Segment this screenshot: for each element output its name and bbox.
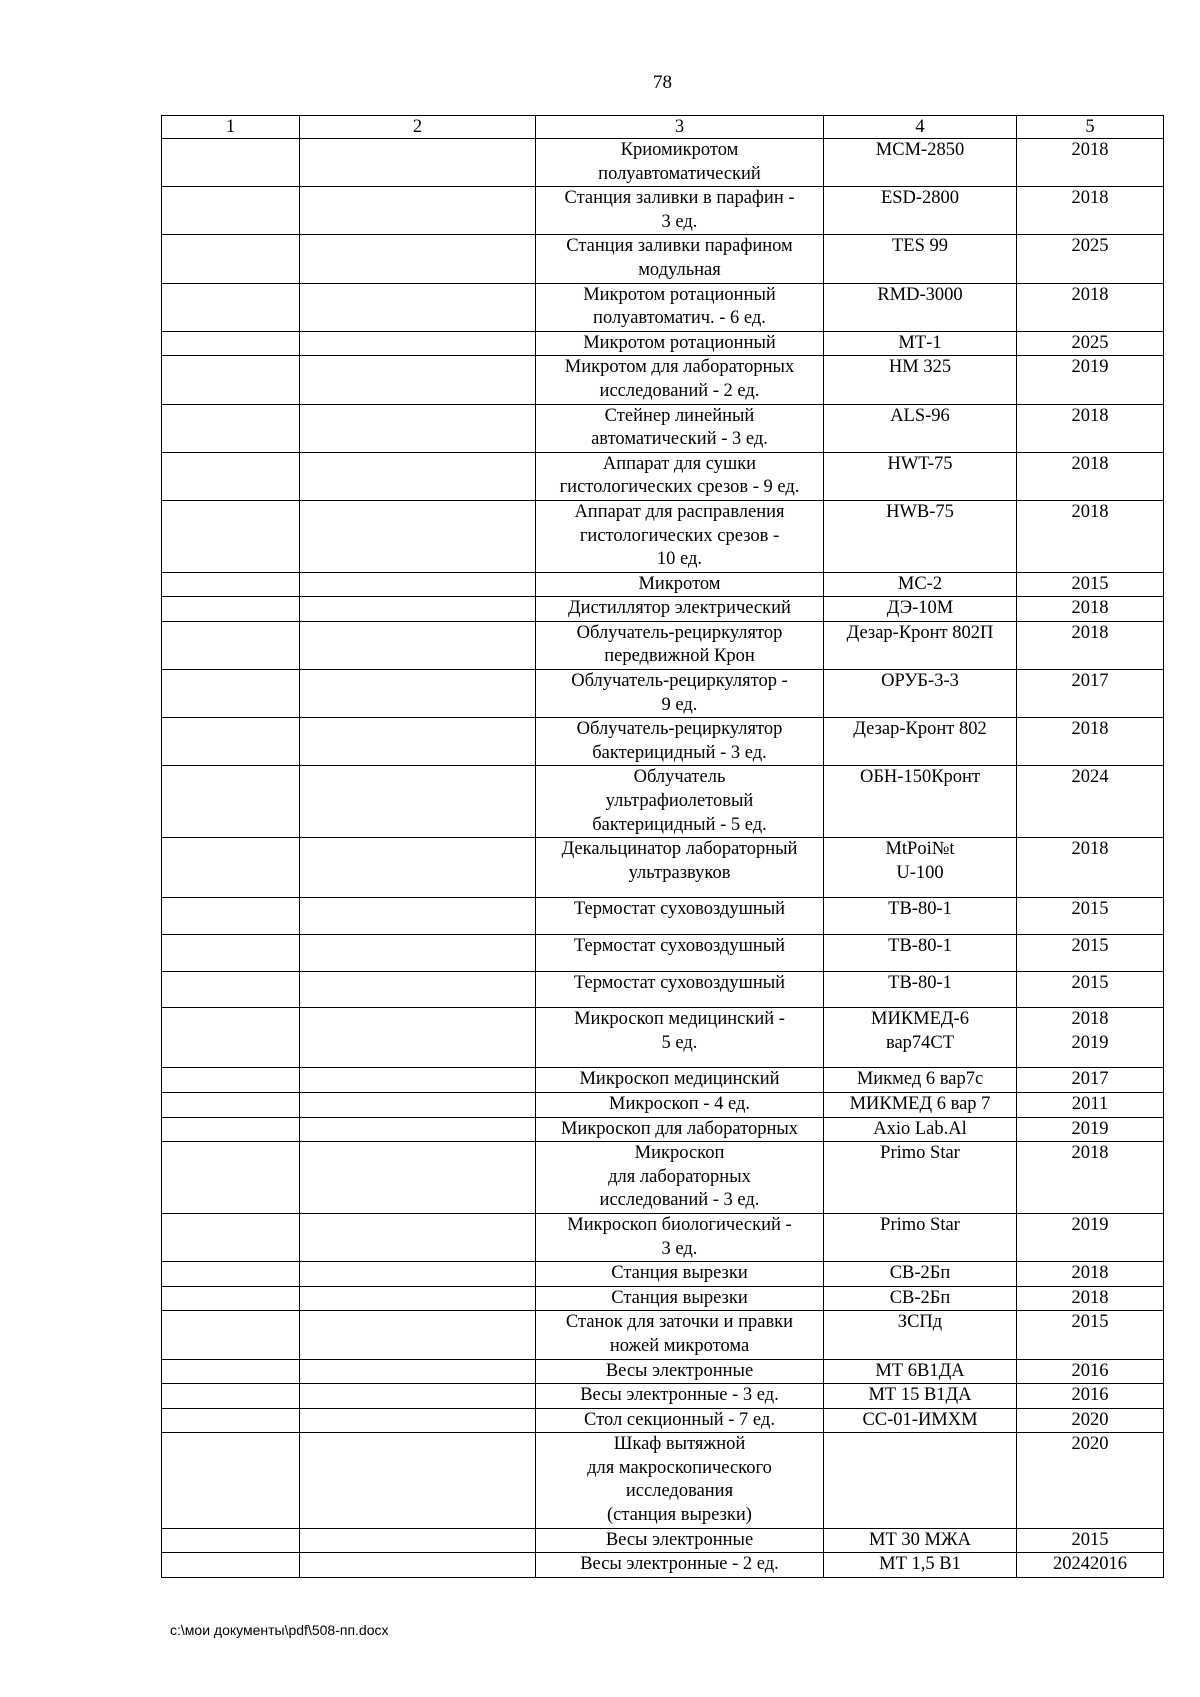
table-row xyxy=(162,935,1164,972)
cell-col-2 xyxy=(300,1311,536,1359)
cell-col-2 xyxy=(300,1408,536,1433)
table-row xyxy=(162,1311,1164,1359)
cell-col-2 xyxy=(300,838,536,898)
cell-col-2 xyxy=(300,971,536,1008)
cell-col-1 xyxy=(162,572,300,597)
equipment-model xyxy=(824,1433,1017,1528)
equipment-year: 2018 xyxy=(1017,597,1164,622)
equipment-model: МС-2 xyxy=(824,572,1017,597)
cell-col-2 xyxy=(300,452,536,500)
equipment-year: 2025 xyxy=(1017,331,1164,356)
equipment-year: 2016 xyxy=(1017,1384,1164,1409)
equipment-model: TES 99 xyxy=(824,235,1017,283)
equipment-year: 2011 xyxy=(1017,1092,1164,1117)
table-row xyxy=(162,1213,1164,1261)
cell-col-2 xyxy=(300,670,536,718)
header-col-5: 5 xyxy=(1017,116,1164,139)
equipment-year: 2024 xyxy=(1017,766,1164,838)
equipment-model: НМ 325 xyxy=(824,356,1017,404)
cell-col-1 xyxy=(162,1117,300,1142)
cell-col-1 xyxy=(162,1008,300,1068)
table-row xyxy=(162,621,1164,669)
cell-col-1 xyxy=(162,1068,300,1093)
equipment-name: Весы электронные xyxy=(536,1528,824,1553)
equipment-name: Облучатель-рециркулятор бактерицидный - 3 ед. xyxy=(536,718,824,766)
equipment-year: 2025 xyxy=(1017,235,1164,283)
equipment-year: 2015 xyxy=(1017,898,1164,935)
table-row xyxy=(162,452,1164,500)
table-row xyxy=(162,670,1164,718)
equipment-name: Станок для заточки и правки ножей микротома xyxy=(536,1311,824,1359)
table-row xyxy=(162,1068,1164,1093)
cell-col-2 xyxy=(300,139,536,187)
table-row xyxy=(162,404,1164,452)
cell-col-1 xyxy=(162,1553,300,1578)
page-number: 78 xyxy=(653,72,672,93)
equipment-year: 2018 xyxy=(1017,452,1164,500)
equipment-year: 2015 xyxy=(1017,572,1164,597)
cell-col-2 xyxy=(300,331,536,356)
equipment-name: Станция вырезки xyxy=(536,1286,824,1311)
cell-col-1 xyxy=(162,1092,300,1117)
equipment-model: Дезар-Кронт 802П xyxy=(824,621,1017,669)
table-row xyxy=(162,1359,1164,1384)
cell-col-1 xyxy=(162,1408,300,1433)
table-row xyxy=(162,1008,1164,1068)
equipment-year: 2018 xyxy=(1017,187,1164,235)
equipment-model: MCM-2850 xyxy=(824,139,1017,187)
table-row xyxy=(162,187,1164,235)
equipment-name: Весы электронные - 2 ед. xyxy=(536,1553,824,1578)
equipment-year: 2018 xyxy=(1017,283,1164,331)
equipment-year: 2018 xyxy=(1017,1262,1164,1287)
equipment-model: ОБН-150Кронт xyxy=(824,766,1017,838)
equipment-name: Микроскоп для лабораторных исследований - 3 ед. xyxy=(536,1142,824,1214)
cell-col-2 xyxy=(300,283,536,331)
table-row xyxy=(162,718,1164,766)
equipment-name: Стол секционный - 7 ед. xyxy=(536,1408,824,1433)
header-col-4: 4 xyxy=(824,116,1017,139)
equipment-name: Декальцинатор лабораторный ультразвуков xyxy=(536,838,824,898)
equipment-name: Дистиллятор электрический xyxy=(536,597,824,622)
cell-col-2 xyxy=(300,1008,536,1068)
equipment-name: Облучатель-рециркулятор передвижной Крон xyxy=(536,621,824,669)
equipment-year: 2018 xyxy=(1017,621,1164,669)
cell-col-2 xyxy=(300,1286,536,1311)
cell-col-2 xyxy=(300,500,536,572)
cell-col-1 xyxy=(162,187,300,235)
table-row xyxy=(162,283,1164,331)
equipment-year: 2017 xyxy=(1017,670,1164,718)
footer-file-path: c:\мои документы\pdf\508-пп.docx xyxy=(170,1622,389,1638)
equipment-name: Станция заливки парафином модульная xyxy=(536,235,824,283)
table-row xyxy=(162,1117,1164,1142)
cell-col-1 xyxy=(162,935,300,972)
table-row xyxy=(162,1528,1164,1553)
cell-col-1 xyxy=(162,235,300,283)
equipment-model: Микмед 6 вар7с xyxy=(824,1068,1017,1093)
cell-col-1 xyxy=(162,621,300,669)
cell-col-2 xyxy=(300,766,536,838)
cell-col-2 xyxy=(300,1553,536,1578)
equipment-model: Primo Star xyxy=(824,1213,1017,1261)
cell-col-2 xyxy=(300,1528,536,1553)
equipment-year: 2018 xyxy=(1017,1142,1164,1214)
equipment-model: ТВ-80-1 xyxy=(824,971,1017,1008)
header-col-2: 2 xyxy=(300,116,536,139)
equipment-model: ESD-2800 xyxy=(824,187,1017,235)
header-col-1: 1 xyxy=(162,116,300,139)
cell-col-1 xyxy=(162,139,300,187)
table-row xyxy=(162,331,1164,356)
cell-col-1 xyxy=(162,1142,300,1214)
equipment-year: 2017 xyxy=(1017,1068,1164,1093)
cell-col-1 xyxy=(162,1384,300,1409)
equipment-name: Микротом xyxy=(536,572,824,597)
table-row xyxy=(162,898,1164,935)
cell-col-2 xyxy=(300,1213,536,1261)
cell-col-2 xyxy=(300,1359,536,1384)
equipment-year: 2019 xyxy=(1017,356,1164,404)
equipment-model: ОРУБ-3-3 xyxy=(824,670,1017,718)
equipment-year: 2018 xyxy=(1017,718,1164,766)
cell-col-2 xyxy=(300,235,536,283)
table-row xyxy=(162,1553,1164,1578)
table-row xyxy=(162,1286,1164,1311)
equipment-name: Термостат суховоздушный xyxy=(536,898,824,935)
equipment-name: Микроскоп - 4 ед. xyxy=(536,1092,824,1117)
cell-col-1 xyxy=(162,500,300,572)
equipment-model: MtPoi№t U-100 xyxy=(824,838,1017,898)
table-row xyxy=(162,1384,1164,1409)
table-row xyxy=(162,597,1164,622)
equipment-name: Микроскоп медицинский xyxy=(536,1068,824,1093)
cell-col-2 xyxy=(300,935,536,972)
equipment-model: ТВ-80-1 xyxy=(824,935,1017,972)
cell-col-2 xyxy=(300,356,536,404)
cell-col-2 xyxy=(300,187,536,235)
table-row xyxy=(162,139,1164,187)
cell-col-2 xyxy=(300,1262,536,1287)
cell-col-1 xyxy=(162,452,300,500)
equipment-model: МТ 30 МЖА xyxy=(824,1528,1017,1553)
equipment-model: МТ 15 В1ДА xyxy=(824,1384,1017,1409)
table-row xyxy=(162,838,1164,898)
equipment-model: Primo Star xyxy=(824,1142,1017,1214)
equipment-model: СВ-2Бп xyxy=(824,1262,1017,1287)
cell-col-2 xyxy=(300,1068,536,1093)
equipment-name: Криомикротом полуавтоматический xyxy=(536,139,824,187)
table-row xyxy=(162,971,1164,1008)
equipment-model: Дезар-Кронт 802 xyxy=(824,718,1017,766)
equipment-model: МТ 6В1ДА xyxy=(824,1359,1017,1384)
table-row xyxy=(162,356,1164,404)
table-row xyxy=(162,572,1164,597)
cell-col-2 xyxy=(300,597,536,622)
cell-col-2 xyxy=(300,1117,536,1142)
table-row xyxy=(162,1092,1164,1117)
equipment-name: Весы электронные - 3 ед. xyxy=(536,1384,824,1409)
equipment-name: Стейнер линейный автоматический - 3 ед. xyxy=(536,404,824,452)
equipment-model: ALS-96 xyxy=(824,404,1017,452)
table-row xyxy=(162,1142,1164,1214)
equipment-name: Термостат суховоздушный xyxy=(536,971,824,1008)
cell-col-1 xyxy=(162,331,300,356)
header-row xyxy=(162,116,1164,139)
table-row xyxy=(162,235,1164,283)
cell-col-2 xyxy=(300,621,536,669)
equipment-year: 2018 2019 xyxy=(1017,1008,1164,1068)
equipment-name: Микроскоп медицинский - 5 ед. xyxy=(536,1008,824,1068)
cell-col-2 xyxy=(300,718,536,766)
equipment-model: ТВ-80-1 xyxy=(824,898,1017,935)
equipment-model: Axio Lab.Al xyxy=(824,1117,1017,1142)
table-row xyxy=(162,1262,1164,1287)
cell-col-2 xyxy=(300,1433,536,1528)
cell-col-1 xyxy=(162,1286,300,1311)
cell-col-2 xyxy=(300,404,536,452)
equipment-year: 2020 xyxy=(1017,1408,1164,1433)
equipment-model: МТ-1 xyxy=(824,331,1017,356)
equipment-name: Станция вырезки xyxy=(536,1262,824,1287)
equipment-year: 2015 xyxy=(1017,971,1164,1008)
equipment-model: RMD-3000 xyxy=(824,283,1017,331)
cell-col-1 xyxy=(162,898,300,935)
equipment-model: ДЭ-10М xyxy=(824,597,1017,622)
equipment-name: Облучатель-рециркулятор - 9 ед. xyxy=(536,670,824,718)
equipment-name: Аппарат для сушки гистологических срезов - 9 ед. xyxy=(536,452,824,500)
equipment-name: Шкаф вытяжной для макроскопического исследования (станция вырезки) xyxy=(536,1433,824,1528)
cell-col-1 xyxy=(162,838,300,898)
equipment-year: 2020 xyxy=(1017,1433,1164,1528)
equipment-model: МТ 1,5 В1 xyxy=(824,1553,1017,1578)
equipment-year: 20242016 xyxy=(1017,1553,1164,1578)
equipment-name: Станция заливки в парафин - 3 ед. xyxy=(536,187,824,235)
equipment-name: Микротом ротационный xyxy=(536,331,824,356)
equipment-year: 2019 xyxy=(1017,1213,1164,1261)
cell-col-2 xyxy=(300,1142,536,1214)
cell-col-1 xyxy=(162,1433,300,1528)
cell-col-1 xyxy=(162,670,300,718)
equipment-name: Термостат суховоздушный xyxy=(536,935,824,972)
equipment-name: Микроскоп биологический - 3 ед. xyxy=(536,1213,824,1261)
equipment-model: МИКМЕД-6 вар74СТ xyxy=(824,1008,1017,1068)
cell-col-1 xyxy=(162,356,300,404)
equipment-year: 2019 xyxy=(1017,1117,1164,1142)
equipment-year: 2015 xyxy=(1017,1311,1164,1359)
header-col-3: 3 xyxy=(536,116,824,139)
cell-col-2 xyxy=(300,1092,536,1117)
equipment-name: Микроскоп для лабораторных xyxy=(536,1117,824,1142)
equipment-year: 2016 xyxy=(1017,1359,1164,1384)
cell-col-1 xyxy=(162,1262,300,1287)
cell-col-1 xyxy=(162,1213,300,1261)
equipment-model: СВ-2Бп xyxy=(824,1286,1017,1311)
cell-col-1 xyxy=(162,404,300,452)
equipment-model: СС-01-ИМХМ xyxy=(824,1408,1017,1433)
equipment-year: 2018 xyxy=(1017,500,1164,572)
cell-col-1 xyxy=(162,766,300,838)
table-row xyxy=(162,1408,1164,1433)
cell-col-2 xyxy=(300,572,536,597)
cell-col-1 xyxy=(162,718,300,766)
cell-col-2 xyxy=(300,898,536,935)
equipment-model: МИКМЕД 6 вар 7 xyxy=(824,1092,1017,1117)
equipment-year: 2015 xyxy=(1017,1528,1164,1553)
equipment-year: 2018 xyxy=(1017,404,1164,452)
cell-col-1 xyxy=(162,283,300,331)
cell-col-1 xyxy=(162,971,300,1008)
cell-col-2 xyxy=(300,1384,536,1409)
equipment-model: ЗСПд xyxy=(824,1311,1017,1359)
cell-col-1 xyxy=(162,597,300,622)
table-row xyxy=(162,1433,1164,1528)
equipment-name: Весы электронные xyxy=(536,1359,824,1384)
cell-col-1 xyxy=(162,1359,300,1384)
equipment-name: Микротом ротационный полуавтоматич. - 6 ед. xyxy=(536,283,824,331)
equipment-year: 2018 xyxy=(1017,1286,1164,1311)
equipment-year: 2015 xyxy=(1017,935,1164,972)
equipment-year: 2018 xyxy=(1017,838,1164,898)
cell-col-1 xyxy=(162,1311,300,1359)
equipment-year: 2018 xyxy=(1017,139,1164,187)
table-row xyxy=(162,500,1164,572)
equipment-table xyxy=(161,115,1164,1578)
table-row xyxy=(162,766,1164,838)
equipment-name: Аппарат для расправления гистологических срезов - 10 ед. xyxy=(536,500,824,572)
equipment-model: HWB-75 xyxy=(824,500,1017,572)
cell-col-1 xyxy=(162,1528,300,1553)
equipment-name: Микротом для лабораторных исследований - 2 ед. xyxy=(536,356,824,404)
equipment-model: HWT-75 xyxy=(824,452,1017,500)
equipment-name: Облучатель ультрафиолетовый бактерицидный - 5 ед. xyxy=(536,766,824,838)
